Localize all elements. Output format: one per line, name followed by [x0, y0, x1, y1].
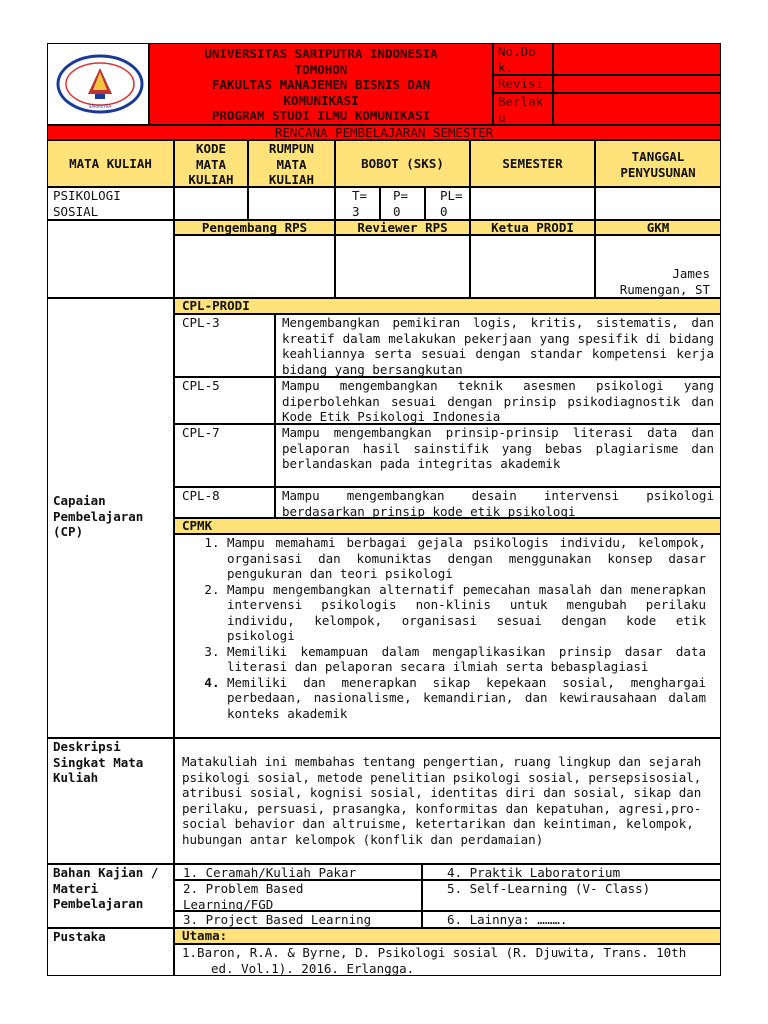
cpl-text: Mengembangkan pemikiran logis, kritis, sistematis, dan kreatif dalam melakukan pekerjaan yang spesifik di bidang keahliannya serta sesuai dengan standar kompetensi kerja bidang yang bersangkutan — [275, 314, 721, 377]
header-title-block — [149, 43, 493, 125]
cpmk-title: CPMK — [174, 518, 721, 534]
pengembang-label: Pengembang RPS — [174, 220, 335, 235]
faculty-name: FAKULTAS MANAJEMEN BISNIS DAN KOMUNIKASI — [211, 77, 431, 108]
logo-caption: SARIPUTRA — [88, 104, 112, 109]
document-title: RENCANA PEMBELAJARAN SEMESTER — [47, 125, 721, 140]
pengembang-sign — [174, 235, 335, 298]
semester-value — [470, 187, 595, 220]
col-bobot: BOBOT (SKS) — [335, 140, 470, 187]
cpl-code: CPL-8 — [174, 487, 275, 518]
cpl-code: CPL-5 — [174, 377, 275, 424]
course-name: PSIKOLOGI SOSIAL — [47, 187, 174, 220]
logo-cell — [47, 43, 149, 125]
cpl-text: Mampu mengembangkan prinsip-prinsip literasi data dan pelaporan hasil sainstifik yang bebas plagiarisme dan berlandaskan pada integritas akademik — [275, 424, 721, 487]
cpmk-item: 3. Memiliki kemampuan dalam mengaplikasikan prinsip dasar data literasi dan pelaporan secara ilmiah serta bebasplagiasi — [227, 644, 706, 675]
program-name: PROGRAM STUDI ILMU KOMUNIKASI — [211, 108, 431, 123]
bahan-item: 4. Praktik Laboratorium — [422, 864, 721, 880]
sks-theory: T= 3 — [335, 187, 380, 220]
bahan-item: 3. Project Based Learning — [174, 911, 422, 928]
cpl-code: CPL-3 — [174, 314, 275, 377]
university-name: UNIVERSITAS SARIPUTRA INDONESIA TOMOHON — [204, 46, 438, 77]
cp-label-cell — [47, 298, 174, 738]
sks-field: PL= 0 — [425, 187, 470, 220]
cpl-code: CPL-7 — [174, 424, 275, 487]
pustaka-label: Pustaka — [47, 928, 174, 976]
pustaka-ref-text: 1.Baron, R.A. & Byrne, D. Psikologi sosial (R. Djuwita, Trans. 10th ed. Vol.1). 2016. Erlangga. — [182, 945, 687, 976]
roles-blank — [47, 220, 174, 298]
cpl-text: Mampu mengembangkan teknik asesmen psikologi yang diperbolehkan sesuai dengan prinsip psikodiagnostik dan Kode Etik Psikologi Indonesia — [275, 377, 721, 424]
cpmk-list — [175, 535, 706, 721]
sks-practice: P= 0 — [380, 187, 425, 220]
deskripsi-text: Matakuliah ini membahas tentang pengertian, ruang lingkup dan sejarah psikologi sosial, metode penelitian psikologi sosial, persepsisosial, atribusi sosial, kognisi sosial, identitas diri dan sosial, sikap dan perilaku, persuasi, prasangka, konformitas dan kepatuhan, agresi,pro-social behavior dan altruisme, ketertarikan dan keintiman, kelompok, hubungan antar kelompok (konflik dan perdamaian) — [174, 738, 721, 864]
reviewer-label: Reviewer RPS — [335, 220, 470, 235]
cp-label: Capaian Pembelajaran (CP) — [53, 493, 144, 539]
cpmk-item: 4. Memiliki dan menerapkan sikap kepekaan sosial, menghargai perbedaan, nasionalisme, kemandirian, dan kewirausahaan dalam konteks akademik — [227, 675, 706, 722]
pustaka-utama: Utama: — [174, 928, 721, 944]
revision-label: Revisi — [493, 75, 553, 93]
bahan-item: 2. Problem Based Learning/FGD — [174, 880, 422, 911]
ketua-label: Ketua PRODI — [470, 220, 595, 235]
bahan-label: Bahan Kajian / Materi Pembelajaran — [47, 864, 174, 928]
gkm-label: GKM — [595, 220, 721, 235]
course-rumpun-value — [248, 187, 335, 220]
bahan-item: 1. Ceramah/Kuliah Pakar — [174, 864, 422, 880]
tanggal-value — [595, 187, 721, 220]
course-code-value — [174, 187, 248, 220]
bahan-item: 6. Lainnya: ………. — [422, 911, 721, 928]
doc-number-value — [553, 43, 721, 75]
col-mata-kuliah: MATA KULIAH — [47, 140, 174, 187]
valid-label: Berlaku — [493, 93, 553, 125]
pustaka-ref — [174, 944, 721, 976]
deskripsi-label: Deskripsi Singkat Mata Kuliah — [47, 738, 174, 864]
valid-value — [553, 93, 721, 125]
gkm-name: James Rumengan, ST — [595, 235, 721, 298]
cpmk-list-cell — [174, 534, 721, 738]
cpl-title: CPL-PRODI — [174, 298, 721, 314]
col-semester: SEMESTER — [470, 140, 595, 187]
ketua-sign — [470, 235, 595, 298]
cpmk-item: 2. Mampu mengembangkan alternatif pemecahan masalah dan menerapkan intervensi psikologis non-klinis untuk mengubah perilaku individu, kelompok, organisasi sesuai dengan kode etik psikologi — [227, 582, 706, 644]
reviewer-sign — [335, 235, 470, 298]
bahan-item: 5. Self-Learning (V- Class) — [422, 880, 721, 911]
doc-number-label: No.Dok. — [493, 43, 553, 75]
col-kode: KODE MATA KULIAH — [174, 140, 248, 187]
cpmk-item: 1. Mampu memahami berbagai gejala psikologis individu, kelompok, organisasi dan komuniktas dengan menggunakan konsep dasar pengukuran dan teori psikologi — [227, 535, 706, 582]
university-logo — [48, 44, 148, 124]
col-rumpun: RUMPUN MATA KULIAH — [248, 140, 335, 187]
cpl-text: Mampu mengembangkan desain intervensi psikologi berdasarkan prinsip kode etik psikologi — [275, 487, 721, 518]
revision-value — [553, 75, 721, 93]
col-tanggal: TANGGAL PENYUSUNAN — [595, 140, 721, 187]
